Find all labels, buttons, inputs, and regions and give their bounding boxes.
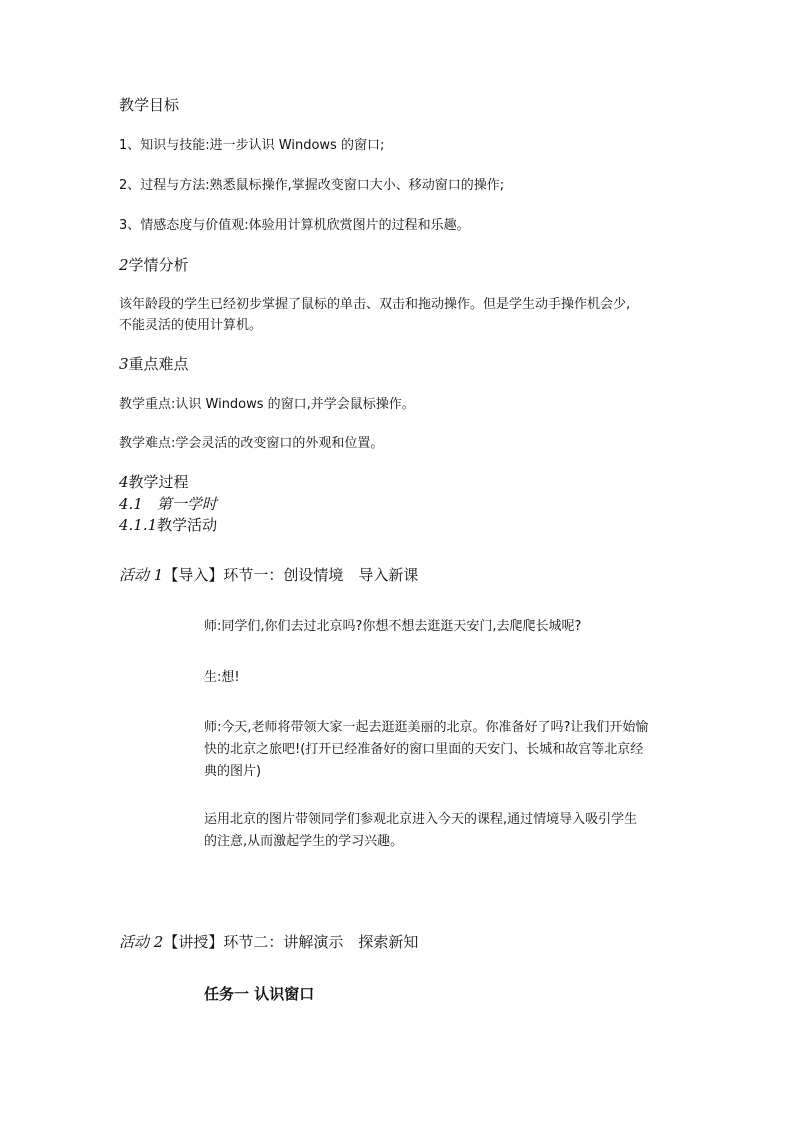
teacher-line-2b: 快的北京之旅吧!(打开已经准备好的窗口里面的天安门、长城和故宫等北京经 bbox=[204, 742, 644, 757]
student-line: 生:想! bbox=[204, 670, 240, 685]
task-1-heading: 任务一 认识窗口 bbox=[204, 985, 315, 1003]
objective-item-2: 2、过程与方法:熟悉鼠标操作,掌握改变窗口大小、移动窗口的操作; bbox=[119, 178, 505, 193]
subsection-teaching-activities bbox=[119, 518, 217, 533]
activity-note-line-1: 运用北京的图片带领同学们参观北京进入今天的课程,通过情境导入吸引学生 bbox=[204, 812, 638, 827]
subsection-number: 4.1 bbox=[119, 495, 143, 513]
subsection-label: 第一学时 bbox=[156, 495, 217, 513]
difficulty-text: 教学难点:学会灵活的改变窗口的外观和位置。 bbox=[119, 436, 384, 451]
activity-prefix: 活动 1 bbox=[119, 566, 164, 584]
section-number: 2 bbox=[119, 256, 129, 274]
teacher-line-2c: 典的图片) bbox=[204, 764, 262, 779]
subsection-first-period bbox=[119, 497, 217, 512]
teacher-line-1: 师:同学们,你们去过北京吗?你想不想去逛逛天安门,去爬爬长城呢? bbox=[204, 619, 582, 634]
subsection-label: 教学活动 bbox=[157, 516, 218, 534]
activity-2-heading bbox=[119, 935, 418, 950]
section-label: 教学过程 bbox=[128, 473, 189, 491]
section-number: 3 bbox=[119, 355, 129, 373]
analysis-paragraph-line-1: 该年龄段的学生已经初步掌握了鼠标的单击、双击和拖动操作。但是学生动手操作机会少, bbox=[119, 297, 631, 312]
section-number: 4 bbox=[119, 473, 129, 491]
teacher-line-2a: 师:今天,老师将带领大家一起去逛逛美丽的北京。你准备好了吗?让我们开始愉 bbox=[204, 720, 649, 735]
section-title-key-points bbox=[119, 357, 189, 372]
activity-note-line-2: 的注意,从而激起学生的学习兴趣。 bbox=[204, 834, 404, 849]
objective-item-3: 3、情感态度与价值观:体验用计算机欣赏图片的过程和乐趣。 bbox=[119, 218, 470, 233]
key-point-text: 教学重点:认识 Windows 的窗口,并学会鼠标操作。 bbox=[119, 397, 415, 412]
section-label: 重点难点 bbox=[128, 355, 189, 373]
analysis-paragraph-line-2: 不能灵活的使用计算机。 bbox=[119, 318, 263, 333]
subsection-number: 4.1.1 bbox=[119, 516, 158, 534]
section-title-objectives: 教学目标 bbox=[119, 96, 180, 114]
objective-item-1: 1、知识与技能:进一步认识 Windows 的窗口; bbox=[119, 138, 385, 153]
activity-prefix: 活动 2 bbox=[119, 933, 164, 951]
activity-1-heading bbox=[119, 568, 418, 583]
section-label: 学情分析 bbox=[128, 256, 189, 274]
section-title-teaching-process bbox=[119, 475, 189, 490]
activity-title: 【导入】环节一：创设情境 导入新课 bbox=[163, 566, 419, 584]
section-title-student-analysis bbox=[119, 258, 189, 273]
activity-title: 【讲授】环节二：讲解演示 探索新知 bbox=[163, 933, 419, 951]
